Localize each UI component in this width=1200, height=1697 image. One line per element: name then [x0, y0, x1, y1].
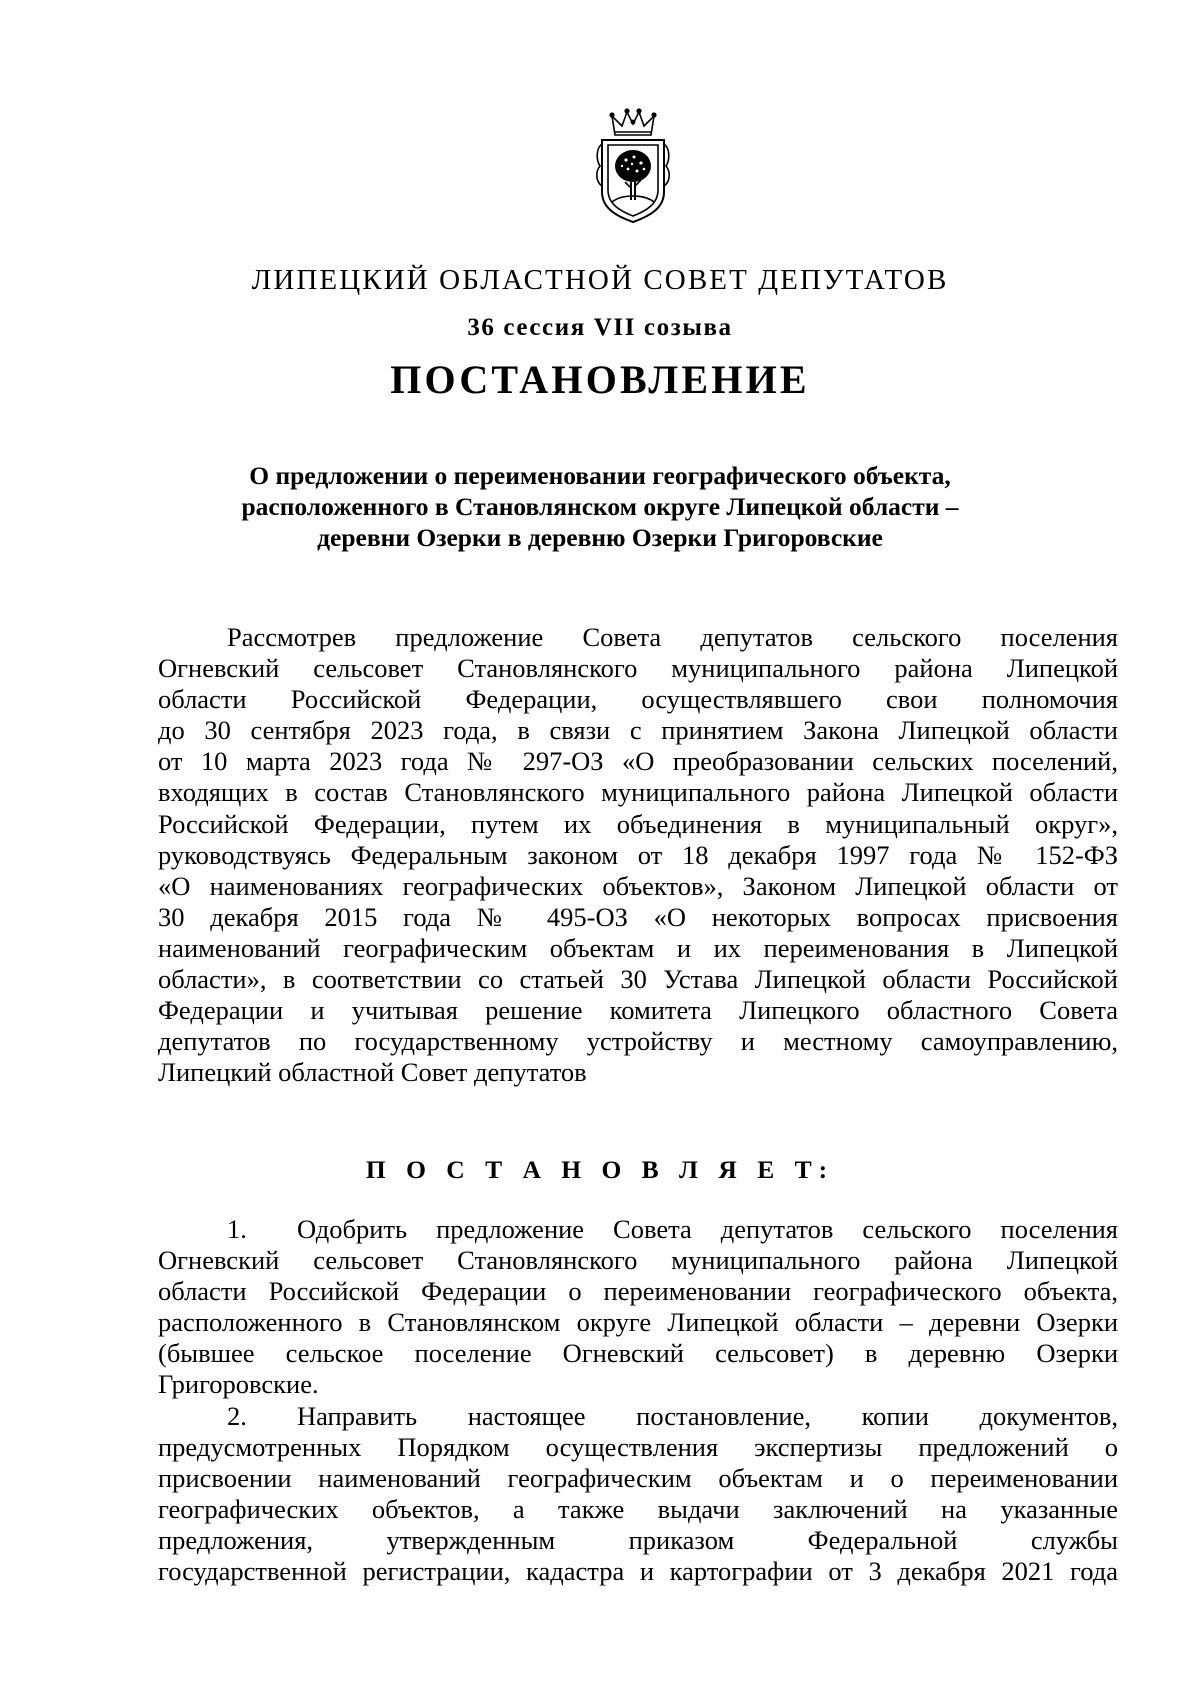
paragraph-line: государственной регистрации, кадастра и картографии от 3 декабря 2021 года: [158, 1556, 1118, 1587]
title-line: деревни Озерки в деревню Озерки Григоровские: [317, 523, 883, 552]
paragraph-line: 30 декабря 2015 года № 495-ОЗ «О некоторых вопросах присвоения: [158, 901, 1118, 932]
paragraph-line: до 30 сентября 2023 года, в связи с принятием Закона Липецкой области: [158, 715, 1118, 746]
item-text: Направить настоящее постановление, копии документов,: [297, 1401, 1118, 1431]
organization-name: ЛИПЕЦКИЙ ОБЛАСТНОЙ СОВЕТ ДЕПУТАТОВ: [251, 264, 949, 296]
preamble-paragraph: [158, 622, 1118, 1088]
resolves-heading: П О С Т А Н О В Л Я Е Т:: [365, 1155, 835, 1184]
paragraph-line: (бывшее сельское поселение Огневский сельсовет) в деревню Озерки: [158, 1338, 1118, 1369]
paragraph-line: области Российской Федерации, осуществлявшего свои полномочия: [158, 684, 1118, 715]
resolution-item-1: [158, 1214, 1118, 1401]
paragraph-line: Григоровские.: [158, 1369, 319, 1400]
paragraph-line: предложения, утвержденным приказом Федеральной службы: [158, 1525, 1118, 1556]
paragraph-line: области Российской Федерации о переименовании географического объекта,: [158, 1276, 1118, 1307]
item-number: 1.: [227, 1214, 247, 1244]
paragraph-line: Огневский сельсовет Становлянского муниципального района Липецкой: [158, 1245, 1118, 1276]
paragraph-line: [158, 1401, 1118, 1432]
paragraph-line: географических объектов, а также выдачи заключений на указанные: [158, 1494, 1118, 1525]
item-text: Одобрить предложение Совета депутатов сельского поселения: [297, 1214, 1118, 1244]
session-number: 36 сессия VII созыва: [467, 314, 733, 341]
title-line: расположенного в Становлянском округе Липецкой области –: [241, 492, 959, 521]
paragraph-line: Липецкий областной Совет депутатов: [158, 1057, 587, 1088]
coat-of-arms-emblem: [590, 108, 676, 226]
resolution-item-2: [158, 1401, 1118, 1588]
paragraph-line: входящих в состав Становлянского муниципального района Липецкой области: [158, 777, 1118, 808]
paragraph-line: расположенного в Становлянском округе Липецкой области – деревни Озерки: [158, 1307, 1118, 1338]
paragraph-line: Огневский сельсовет Становлянского муниципального района Липецкой: [158, 653, 1118, 684]
paragraph-line: [158, 1214, 1118, 1245]
item-number: 2.: [227, 1401, 247, 1431]
paragraph-line: области», в соответствии со статьей 30 Устава Липецкой области Российской: [158, 964, 1118, 995]
title-line: О предложении о переименовании географического объекта,: [249, 461, 951, 490]
paragraph-line: от 10 марта 2023 года № 297-ОЗ «О преобразовании сельских поселений,: [158, 746, 1118, 777]
paragraph-line: присвоении наименований географическим объектам и о переименовании: [158, 1463, 1118, 1494]
document-type-heading: ПОСТАНОВЛЕНИЕ: [390, 357, 810, 402]
paragraph-line: «О наименованиях географических объектов», Законом Липецкой области от: [158, 870, 1118, 901]
paragraph-line: руководствуясь Федеральным законом от 18 декабря 1997 года № 152-ФЗ: [158, 839, 1118, 870]
paragraph-line: депутатов по государственному устройству и местному самоуправлению,: [158, 1026, 1118, 1057]
paragraph-line: Российской Федерации, путем их объединения в муниципальный округ»,: [158, 808, 1118, 839]
paragraph-line: предусмотренных Порядком осуществления экспертизы предложений о: [158, 1432, 1118, 1463]
paragraph-line: Рассмотрев предложение Совета депутатов сельского поселения: [227, 622, 1118, 652]
paragraph-line: Федерации и учитывая решение комитета Липецкого областного Совета: [158, 995, 1118, 1026]
paragraph-line: наименований географическим объектам и их переименования в Липецкой: [158, 932, 1118, 963]
resolution-title: [150, 460, 1050, 553]
